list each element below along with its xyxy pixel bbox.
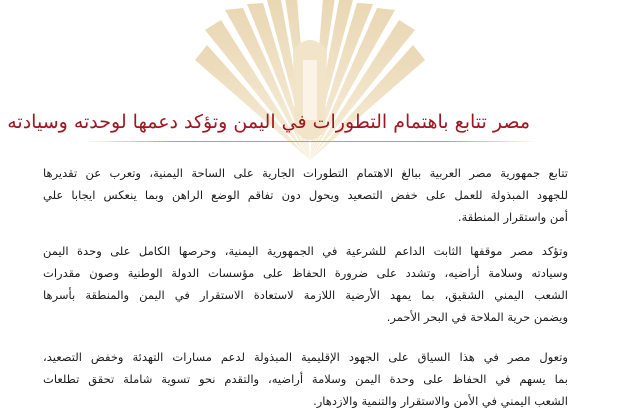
paragraph-line: للجهود المبذولة للعمل على خفض التصعيد ويحول دون تفاقم الوضع الراهن وبما ينعكس ايجابا علي — [43, 188, 568, 202]
paragraph-line: الشعب اليمني في الأمن والاستقرار والتنمية والازدهار. — [313, 394, 568, 408]
paragraph-line: وتعول مصر في هذا السياق على الجهود الإقليمية المبذولة لدعم مسارات التهدئة وخفض التصعيد، — [43, 350, 568, 364]
title-divider — [82, 141, 538, 142]
paragraph-line: أمن واستقرار المنطقة. — [457, 210, 568, 224]
eagle-emblem-icon — [185, 0, 435, 180]
paragraph-line: وتؤكد مصر موقفها الثابت الداعم للشرعية في الجمهورية اليمنية، وحرصها الكامل على وحدة اليمن — [43, 244, 568, 258]
paragraph-line: الشعب اليمني الشقيق، بما يمهد الأرضية اللازمة لاستعادة الاستقرار في اليمن والمنطقة بأسرها — [43, 288, 568, 302]
paragraph-3 — [43, 346, 568, 412]
paragraph-line: بما يسهم في الحفاظ على وحدة اليمن وسلامة أراضيه، والتقدم نحو تسوية شاملة تحقق تطلعات — [43, 372, 568, 386]
paragraph-1 — [43, 162, 568, 228]
paragraph-line: تتابع جمهورية مصر العربية ببالغ الاهتمام التطورات الجارية على الساحة اليمنية، وتعرب عن تقديرها — [43, 166, 568, 180]
paragraph-2 — [43, 240, 568, 328]
paragraph-line: ويضمن حرية الملاحة في البحر الأحمر. — [386, 310, 568, 324]
paragraph-line: وسيادته وسلامة أراضيه، وتشدد على ضرورة الحفاظ على مؤسسات الدولة الوطنية وصون مقدرات — [43, 266, 568, 280]
page-title: مصر تتابع باهتمام التطورات في اليمن وتؤكد دعمها لوحدته وسيادته — [7, 111, 530, 133]
